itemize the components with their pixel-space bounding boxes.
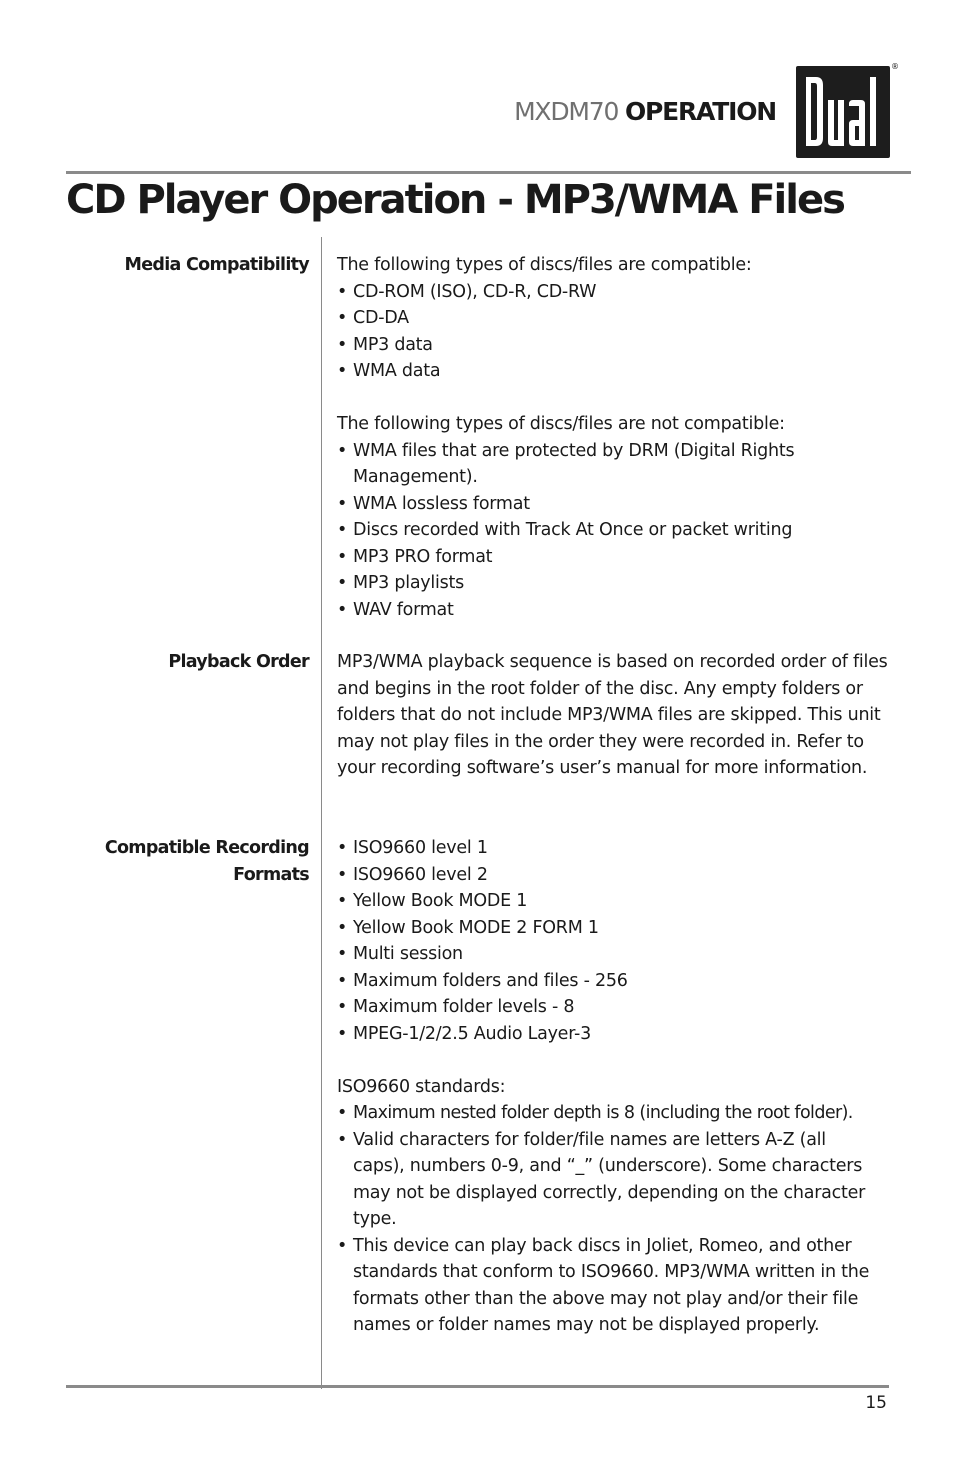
list-item: • This device can play back discs in Joliet, Romeo, and other standards that conform to ISO9660. MP3/WMA written in the formats other than the above may not play and/or their file names or folder names may not be displayed properly. xyxy=(337,1233,912,1339)
model-name: MXDM70 xyxy=(514,97,619,126)
incompatible-list xyxy=(337,438,837,624)
dual-logo xyxy=(796,62,899,158)
list-item: • Multi session xyxy=(337,941,917,968)
incompatible-intro: The following types of discs/files are not compatible: xyxy=(337,414,785,434)
label-media-compatibility: Media Compatibility xyxy=(124,255,309,275)
list-item: • MP3 PRO format xyxy=(337,544,837,571)
list-item: • ISO9660 level 1 xyxy=(337,835,917,862)
dual-logo-mark xyxy=(796,66,890,158)
media-compatibility-content xyxy=(337,252,917,623)
column-divider xyxy=(321,237,322,1389)
registered-mark: ® xyxy=(891,62,899,71)
operation-label: OPERATION xyxy=(624,97,776,126)
playback-order-content xyxy=(337,649,907,782)
list-item: • MPEG-1/2/2.5 Audio Layer-3 xyxy=(337,1021,917,1048)
list-item: • WMA lossless format xyxy=(337,491,837,518)
recording-formats-content xyxy=(337,835,917,1339)
list-item: • Valid characters for folder/file names are letters A-Z (all caps), numbers 0-9, and “_” (underscore). Some characters may not be displayed correctly, depending on the character type. xyxy=(337,1127,873,1233)
compatible-intro: The following types of discs/files are compatible: xyxy=(337,255,752,275)
list-item: • MP3 data xyxy=(337,332,917,359)
standards-list xyxy=(337,1100,912,1339)
label-line: Formats xyxy=(233,864,309,885)
label-playback-order: Playback Order xyxy=(168,652,309,672)
list-item: • Yellow Book MODE 1 xyxy=(337,888,917,915)
formats-list xyxy=(337,835,917,1047)
list-item: • Maximum folders and files - 256 xyxy=(337,968,917,995)
list-item: • WMA data xyxy=(337,358,917,385)
bottom-divider xyxy=(66,1385,889,1388)
list-item: • WAV format xyxy=(337,597,837,624)
header-title xyxy=(514,97,776,126)
compatible-list xyxy=(337,279,917,385)
list-item: • CD-ROM (ISO), CD-R, CD-RW xyxy=(337,279,917,306)
list-item: • Maximum folder levels - 8 xyxy=(337,994,917,1021)
list-item: • Yellow Book MODE 2 FORM 1 xyxy=(337,915,917,942)
label-compatible-recording-formats xyxy=(49,835,309,888)
page-title: CD Player Operation - MP3/WMA Files xyxy=(66,177,844,223)
list-item: • CD-DA xyxy=(337,305,917,332)
list-item: • Maximum nested folder depth is 8 (including the root folder). xyxy=(337,1100,912,1127)
label-line: Compatible Recording xyxy=(104,838,309,858)
list-item: • WMA files that are protected by DRM (Digital Rights Management). xyxy=(337,438,837,491)
playback-order-text: MP3/WMA playback sequence is based on recorded order of files and begins in the root folder of the disc. Any empty folders or folders that do not include MP3/WMA files are skipped. This unit may not play files in the order they were recorded in. Refer to your recording software’s user’s manual for more information. xyxy=(337,652,888,778)
list-item: • Discs recorded with Track At Once or packet writing xyxy=(337,517,837,544)
page-number: 15 xyxy=(865,1393,887,1413)
list-item: • MP3 playlists xyxy=(337,570,837,597)
list-item: • ISO9660 level 2 xyxy=(337,862,917,889)
standards-intro: ISO9660 standards: xyxy=(337,1076,506,1097)
